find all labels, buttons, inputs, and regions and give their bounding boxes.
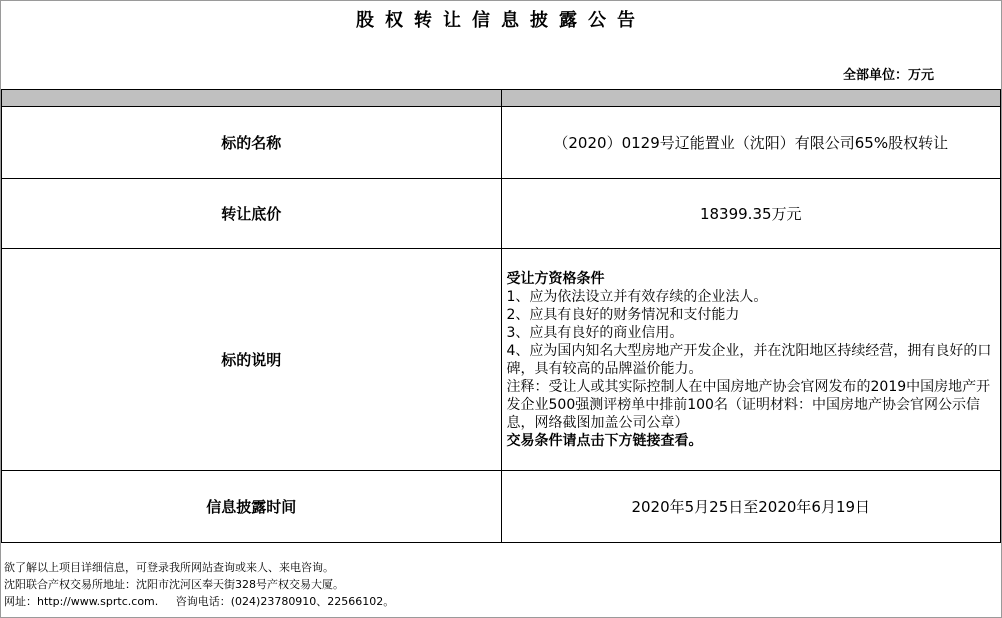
unit-label: 全部单位：万元	[842, 68, 934, 83]
row-value-time: 2020年5月25日至2020年6月19日	[501, 471, 1001, 543]
description-line: 1、应为依法设立并有效存续的企业法人。	[506, 288, 768, 305]
page-title: 股权转让信息披露公告	[356, 10, 646, 31]
row-value-price: 18399.35万元	[501, 179, 1001, 249]
description-footer: 交易条件请点击下方链接查看。	[506, 432, 703, 449]
description-line: 4、应为国内知名大型房地产开发企业，并在沈阳地区持续经营，拥有良好的口碑，具有较高的品牌溢价能力。	[506, 342, 992, 377]
row-label-time: 信息披露时间	[2, 471, 502, 543]
header-cell-left	[2, 90, 502, 107]
table-row	[2, 471, 1001, 543]
table-row	[2, 179, 1001, 249]
description-note: 注释：受让人或其实际控制人在中国房地产协会官网发布的2019中国房地产开发企业500强测评榜单中排前100名（证明材料：中国房地产协会官网公示信息，网络截图加盖公司公章）	[506, 378, 991, 431]
table-row	[2, 249, 1001, 471]
row-value-description	[501, 249, 1001, 471]
footer-line-info: 欲了解以上项目详细信息，可登录我所网站查询或来人、来电咨询。	[4, 561, 334, 574]
row-label-description: 标的说明	[2, 249, 502, 471]
table-header-band	[2, 90, 1001, 107]
footer-line-address: 沈阳联合产权交易所地址：沈阳市沈河区奉天街328号产权交易大厦。	[4, 578, 344, 591]
row-label-name: 标的名称	[2, 107, 502, 179]
header-cell-right	[501, 90, 1001, 107]
table-row	[2, 107, 1001, 179]
footer-notes	[4, 559, 394, 610]
footer-line-contact: 网址：http://www.sprtc.com. 咨询电话：(024)23780910、22566102。	[4, 595, 395, 608]
row-label-price: 转让底价	[2, 179, 502, 249]
description-line: 2、应具有良好的财务情况和支付能力	[506, 306, 740, 323]
description-line: 3、应具有良好的商业信用。	[506, 324, 684, 341]
description-heading: 受让方资格条件	[506, 270, 605, 287]
disclosure-table	[1, 89, 1001, 543]
row-value-name: （2020）0129号辽能置业（沈阳）有限公司65%股权转让	[501, 107, 1001, 179]
